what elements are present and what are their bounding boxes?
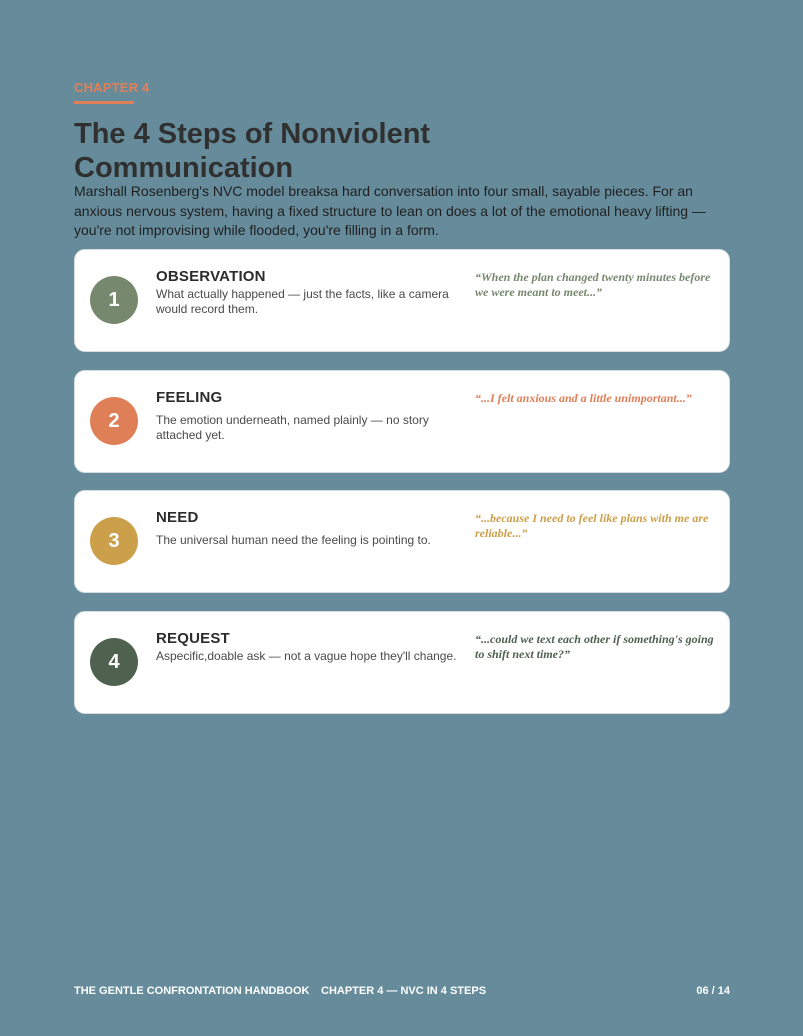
step-number-badge: 3 (90, 517, 138, 565)
page-title: The 4 Steps of Nonviolent Communication (74, 118, 431, 184)
step-example-quote: “When the plan changed twenty minutes before we were meant to meet...” (475, 270, 711, 299)
step-title: OBSERVATION (156, 268, 266, 285)
step-card-observation (74, 249, 730, 352)
step-number-badge: 1 (90, 276, 138, 324)
step-number-badge: 2 (90, 397, 138, 445)
step-description: What actually happened — just the facts, like a camera would record them. (156, 287, 449, 316)
page (74, 0, 730, 1036)
step-title: NEED (156, 509, 199, 526)
step-card-need (74, 490, 730, 593)
step-description: Aspecific,doable ask — not a vague hope they'll change. (156, 649, 457, 663)
page-number: 06 / 14 (696, 985, 730, 997)
step-example-quote: “...could we text each other if something's going to shift next time?” (475, 632, 714, 661)
step-number-badge: 4 (90, 638, 138, 686)
footer-section: CHAPTER 4 — NVC IN 4 STEPS (321, 985, 487, 997)
step-description: The emotion underneath, named plainly — no story attached yet. (156, 413, 429, 442)
chapter-label: CHAPTER 4 (74, 80, 150, 95)
step-card-feeling (74, 370, 730, 473)
step-title: REQUEST (156, 630, 230, 647)
footer-book-title: THE GENTLE CONFRONTATION HANDBOOK (74, 985, 310, 997)
step-example-quote: “...I felt anxious and a little unimportant...” (475, 391, 692, 405)
step-example-quote: “...because I need to feel like plans with me are reliable...” (475, 511, 709, 540)
step-title: FEELING (156, 389, 223, 406)
chapter-underline (74, 101, 134, 104)
step-card-request (74, 611, 730, 714)
intro-paragraph: Marshall Rosenberg's NVC model breaksa hard conversation into four small, sayable pieces. For an anxious nervous system, having a fixed structure to lean on does a lot of the emotional heavy lifting — you're not improvising while flooded, you're filling in a form. (74, 183, 706, 238)
step-description: The universal human need the feeling is pointing to. (156, 533, 431, 547)
